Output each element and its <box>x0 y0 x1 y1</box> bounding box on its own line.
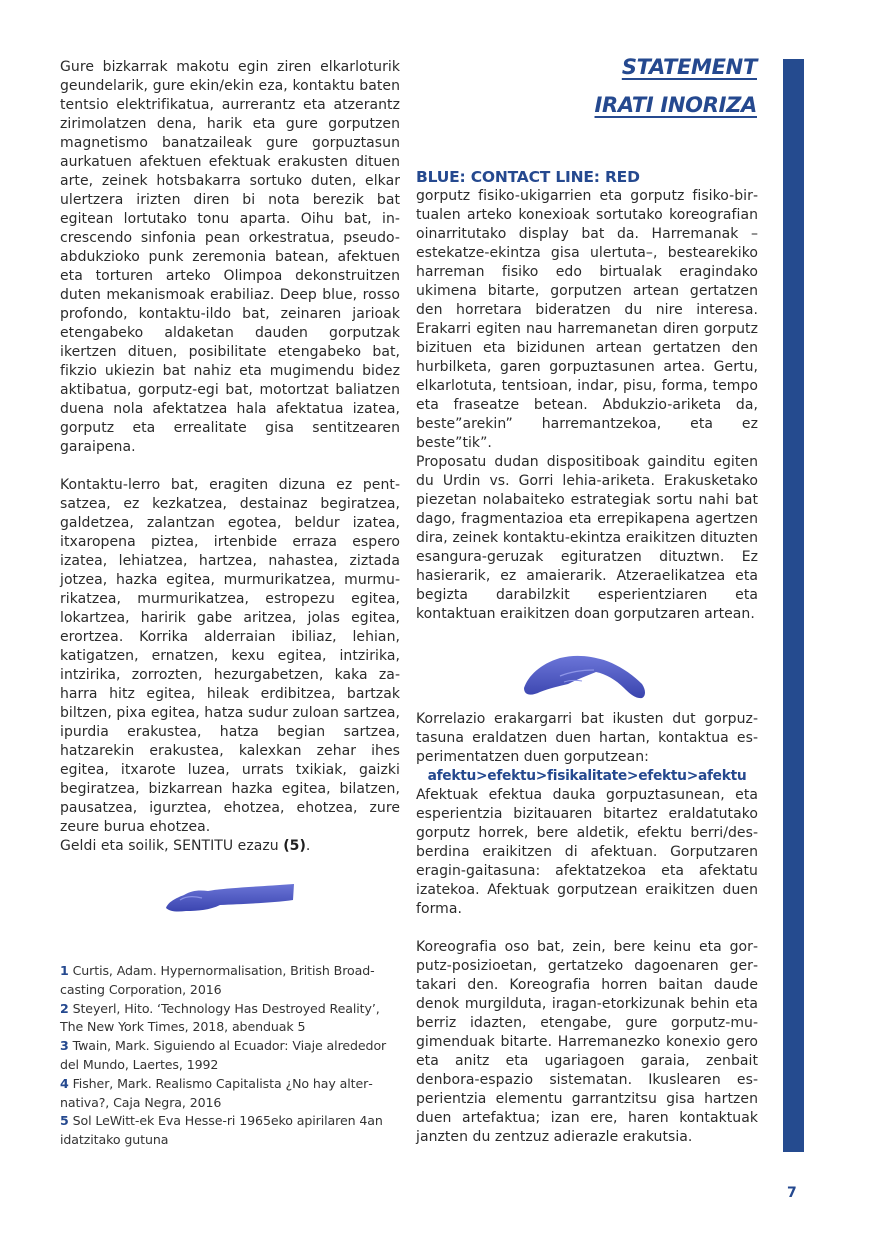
footnote-1: 1 Curtis, Adam. Hypernormalisation, British Broadcasting Corporation, 2016 <box>60 963 375 997</box>
right-paragraph-5: Koreografia oso bat, zein, bere keinu eta gorputz-posizioetan, gertatzeko dagoenaren gertakari den. Koreografia horren baitan daude denok murgilduta, iragan-etorkizunak behin eta berriz idazten, etengabe, gure gorputz-mugimenduak bitarte. Harremanezko konexio gero eta anitz eta ugariagoen garaia, zenbait denbora-espazio sistematan. Ikuslearen esperientzia elementu garrantzitsu gisa hartzen duen artefaktua; izan ere, haren kontaktuak janzten du zentzuz adierazle erakutsia. <box>416 939 758 1145</box>
right-paragraph-2: Proposatu dudan dispositiboak gainditu egiten du Urdin vs. Gorri lehia-ariketa. Erakusketako piezetan nolabaiteko estrategiak sortu nahi bat dago, fragmentazioa eta errepikapena agertzen dira, zeinek kontaktu-ekintza eraikitzen dituzten esangura-geruzak egituratzen dituztwn. Ez hasierarik, ez amaierarik. Atzeraelikatzea eta begizta darabilzkit esperientziaren eta kontaktuan eraikitzen doan gorputzaren artean. <box>416 454 758 622</box>
page-title: STATEMENT <box>621 55 757 79</box>
right-paragraph-3: Korrelazio erakargarri bat ikusten dut gorpuztasuna eraldatzen duen hartan, kontaktua esperimentatzen duen gorputzean: <box>416 711 758 765</box>
page-number: 7 <box>787 1185 797 1201</box>
hands-illustration-icon <box>520 650 650 702</box>
closing-text: Geldi eta soilik, SENTITU ezazu <box>60 838 284 854</box>
title-block <box>595 54 757 118</box>
footnote-reference: (5) <box>283 838 306 854</box>
left-paragraph-2: Kontaktu-lerro bat, eragiten dizuna ez pentsatzea, ez kezkatzea, destainaz begiratzea, galdetzea, zalantzan egotea, beldur izatea, itxaropena piztea, irtenbide erraza espero izatea, lehiatzea, hartzea, nahastea, ziztada jotzea, hazka egitea, murmurikatzea, murmurikatzea, murmurikatzea, estropezu egitea, lokartzea, haririk gabe aritzea, jolas egitea, erortzea. Korrika alderraian ibiliaz, lehian, katigatzen, ernatzen, kexu egitea, intzirika, intzirika, zorrozten, hezurgabetzen, kaka zaharra hitz egitea, hileak erdibitzea, bartzak biltzen, pixa egitea, hatza sudur zuloan sartzea, ipurdia erakustea, hatza begian sartzea, hatzarekin erakustea, kalexkan zehar ihes egitea, itxarote luzea, urrats txikiak, gaizki begiratzea, bizkarrean hazka egitea, bilatzen, pausatzea, igurztea, ehotzea, ehotzea, zure zeure burua ehotzea. <box>60 477 400 835</box>
accent-side-bar <box>783 59 804 1152</box>
arm-illustration-icon <box>162 878 298 918</box>
footnotes <box>60 962 400 1150</box>
left-paragraph-1: Gure bizkarrak makotu egin ziren elkarloturik geundelarik, gure ekin/ekin eza, kontaktu baten tentsio elektrifikatua, aurrerantz eta atzerantz zirimolatzen dena, harik eta gure gorputzen magnetismo banatzaileak gure gorpuztasun aurkatuen afektuen efektuak erakusten dituen arte, zeinek hotsbakarra sortuko duten, elkar ulertzera irizten diren bi nota berezik bat egitean lortutako tonu aparta. Oihu bat, in-crescendo sinfonia pean orkestratua, pseudo-abdukzioko punk zeremonia batean, afektuen eta torturen arteko Olimpoa dekonstruitzen duten mekanismoak erabiliaz. Deep blue, rosso profondo, kontaktu-ildo bat, zeinaren jarioak etengabeko aldaketan dauden gorputzak ikertzen dituen, posibilitate etengabeko bat, fikzio ukiezin bat nahiz eta mugimendu bidez aktibatua, gorputz-egi bat, motortzat baliatzen duena nola afektatzea hala afektatua izatea, gorputz eta errealitate gisa sentitzearen garaipena. <box>60 59 400 455</box>
footnote-3: 3 Twain, Mark. Siguiendo al Ecuador: Viaje alrededor del Mundo, Laertes, 1992 <box>60 1038 387 1072</box>
blue-hands-holding-figure <box>520 650 650 702</box>
author-name: IRATI INORIZA <box>594 93 757 117</box>
blue-arm-figure <box>162 878 298 918</box>
footnote-4: 4 Fisher, Mark. Realismo Capitalista ¿No hay alternativa?, Caja Negra, 2016 <box>60 1075 373 1110</box>
affect-formula: afektu>efektu>fisikalitate>efektu>afektu <box>427 768 747 784</box>
left-column <box>60 58 400 856</box>
section-heading: BLUE: CONTACT LINE: RED <box>416 168 640 186</box>
footnote-2: 2 Steyerl, Hito. ‘Technology Has Destroyed Reality’, The New York Times, 2018, abenduak 5 <box>60 1000 380 1035</box>
left-closing-line <box>60 837 400 856</box>
footnote-5: 5 Sol LeWitt-ek Eva Hesse-ri 1965eko apirilaren 4an idatzitako gutuna <box>60 1113 383 1148</box>
right-paragraph-1: gorputz fisiko-ukigarrien eta gorputz fisiko-birtualen arteko konexioak sortutako koreografian oinarritutako display bat da. Harremanak –estekatze-ekintza gisa ulertuta–, bestearekiko harreman fisiko edo birtualak eragindako ukimena bitarte, gorputzen artean gertatzen den horretara bideratzen du nire interesa. Erakarri egiten nau harremanetan diren gorputz bizituen eta bizidunen artean gertatzen den hurbilketa, garen gorpuztasunen artea. Gertu, elkarlotuta, tentsioan, indar, pisu, forma, tempo eta fraseatze betean. Abdukzio-ariketa da, beste”arekin” harremantzekoa, eta ez beste”tik”. <box>416 188 758 451</box>
right-paragraph-4: Afektuak efektua dauka gorpuztasunean, eta esperientzia bizitauaren bitartez eraldatutako gorputz horrek, bere aldetik, efektu berri/desberdina eraikitzen di afektuan. Gorputzaren eragin-gaitasuna: afektatzekoa eta afektatu izatekoa. Afektuak gorputzean eraikitzen duen forma. <box>416 787 758 917</box>
closing-end: . <box>305 838 311 854</box>
